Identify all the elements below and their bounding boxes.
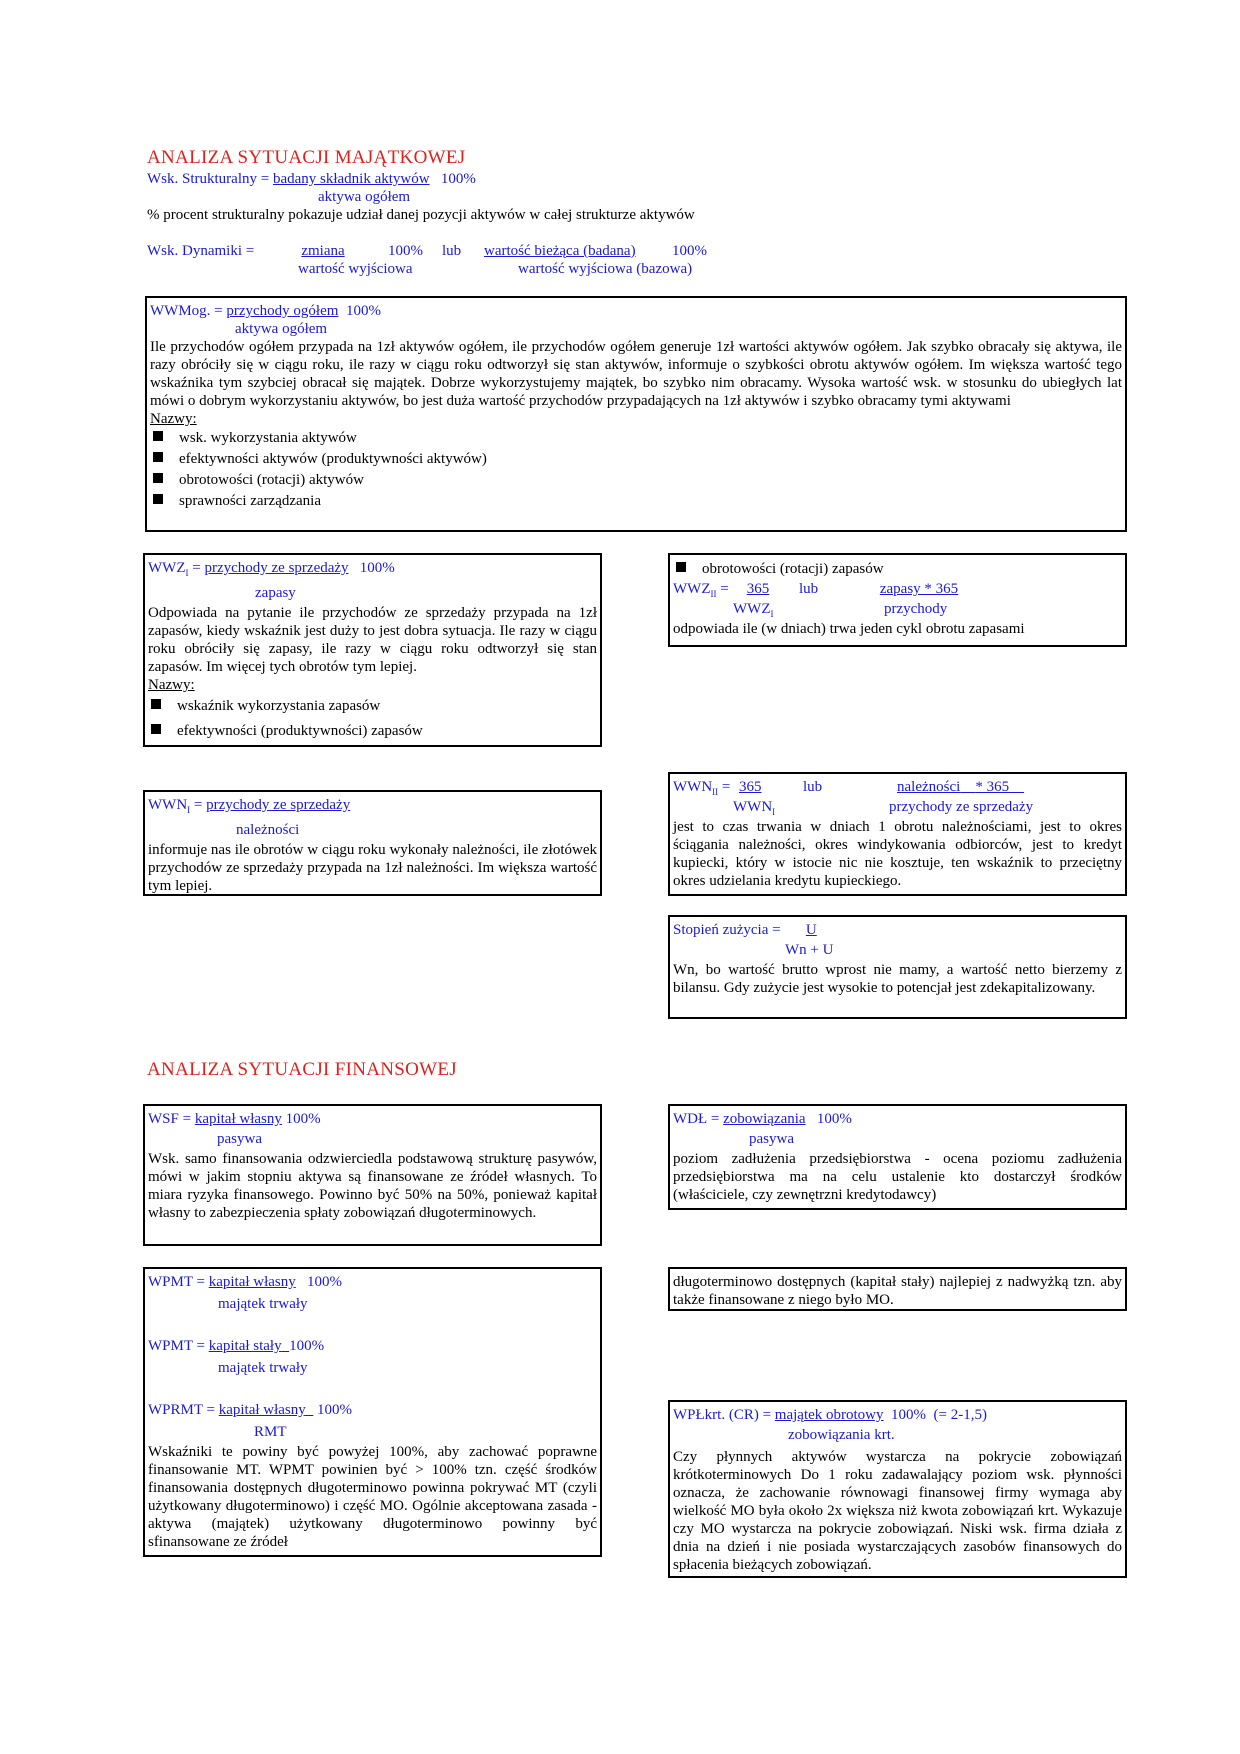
names-label: Nazwy: (150, 411, 197, 427)
formula-lhs: Wsk. Strukturalny = (147, 171, 273, 187)
section-title-assets: ANALIZA SYTUACJI MAJĄTKOWEJ (147, 147, 466, 168)
formula-lhs: WWN (148, 797, 188, 813)
description: Wskaźniki te powiny być powyżej 100%, aby zachować poprawne finansowanie MT. WPMT powinien być > 100% tzn. część środków finansowania dostępnych długoterminowo powinna pokrywać MT (czyli użytkowany długoterminowo) i część MO. Ogólnie akceptowana zasada - aktywa (majątek) użytkowany długoterminowo powinny być sfinansowane ze źródeł (148, 1444, 597, 1550)
formula-denominator: RMT (254, 1424, 287, 1440)
formula-percent: 100% (289, 1338, 325, 1354)
list-item (150, 428, 1122, 449)
formula-lhs: WPRMT = (148, 1402, 219, 1418)
formula-numerator: U (805, 922, 817, 938)
formula-wwn2 (673, 778, 1122, 798)
formula-eq: = (718, 779, 731, 795)
box-wpl (668, 1400, 1127, 1578)
formula-wwn1 (148, 796, 597, 819)
formula-wwmog (150, 302, 1122, 320)
formula-subscript: I (187, 805, 191, 815)
formula-numerator: kapitał własny (208, 1274, 296, 1290)
formula-lhs: Wsk. Dynamiki = (147, 243, 255, 259)
description: długoterminowo dostępnych (kapitał stały) najlepiej z nadwyżką tzn. aby także finansowane z niego było MO. (673, 1274, 1122, 1308)
formula-subscript: I (770, 609, 774, 619)
formula-multiplier: * 365 (975, 779, 1010, 795)
formula-numerator: zmiana (301, 243, 345, 259)
list-item-text: obrotowości (rotacji) aktywów (179, 472, 364, 488)
formula-wpmt-1 (148, 1273, 597, 1291)
formula-percent: 100% (307, 1274, 343, 1290)
formula-denominator: majątek trwały (218, 1296, 308, 1312)
formula-wprmt (148, 1401, 597, 1419)
formula-numerator: badany składnik aktywów (272, 171, 430, 187)
description: Wn, bo wartość brutto wprost nie mamy, a wartość netto bierzemy z bilansu. Gdy zużycie jest wysokie to potencjał jest zdekapitalizowany. (673, 962, 1122, 996)
formula-denominator: Wn + U (785, 942, 834, 958)
formula-lhs: WSF = (148, 1111, 195, 1127)
formula-lhs: WWN (673, 779, 713, 795)
lub-text: lub (799, 581, 819, 597)
list-item-text: efektywności (produktywności) zapasów (177, 723, 423, 739)
spacer (148, 1313, 597, 1337)
list-item-text: obrotowości (rotacji) zapasów (702, 561, 884, 577)
formula-lhs: Stopień zużycia = (673, 922, 785, 938)
formula-denominator: aktywa ogółem (318, 189, 411, 205)
formula-numerator: przychody ze sprzedaży (204, 560, 349, 576)
formula-denominators (673, 600, 1122, 620)
formula-subscript: I (185, 568, 189, 578)
box-stopien-zuzycia (668, 915, 1127, 1019)
formula-percent: 100% (891, 1407, 927, 1423)
formula-percent: 100% (388, 243, 423, 259)
box-wwmog (145, 296, 1127, 532)
list-item (150, 470, 1122, 491)
list-item (148, 719, 597, 744)
list-item (150, 491, 1122, 512)
box-wsf (143, 1104, 602, 1246)
formula-percent: 100% (317, 1402, 353, 1418)
list-item-text: sprawności zarządzania (179, 493, 322, 509)
formula-denominator: wartość wyjściowa (298, 261, 413, 277)
formula-denominator: należności (236, 822, 300, 838)
box-wpmt (143, 1267, 602, 1557)
formula-numerator: majątek obrotowy (774, 1407, 884, 1423)
square-bullet-icon (151, 699, 161, 709)
box-wdl (668, 1104, 1127, 1210)
box-wwz2 (668, 553, 1127, 647)
formula-denominator: zapasy (255, 585, 296, 601)
formula-eq: = (190, 797, 207, 813)
formula-lhs: WDŁ = (673, 1111, 724, 1127)
formula-wsf (148, 1110, 597, 1128)
formula-numerator: przychody ze sprzedaży (206, 797, 351, 813)
formula-wwz1 (148, 559, 597, 582)
box-wwn1 (143, 790, 602, 896)
formula-denominator-text: WWN (733, 799, 773, 815)
formula-wpmt-2 (148, 1337, 597, 1355)
formula-wpl (673, 1406, 1122, 1424)
formula-denominator: przychody (884, 601, 948, 617)
formula-denominators (673, 798, 1122, 818)
formula-wdl (673, 1110, 1122, 1128)
formula-denominator-text: WWZ (733, 601, 771, 617)
formula-denominator: pasywa (217, 1131, 262, 1147)
list-item (673, 559, 1122, 580)
formula-denominator (733, 798, 775, 821)
list-item (150, 449, 1122, 470)
names-label: Nazwy: (148, 677, 195, 693)
lub-text: lub (803, 779, 823, 795)
formula-range: (= 2-1,5) (933, 1407, 987, 1423)
lub-text: lub (442, 243, 462, 259)
description: poziom zadłużenia przedsiębiorstwa - ocena poziomu zadłużenia przedsiębiorstwa ma na celu ustalenie kto dostarczył środków (właściciele, czy zewnętrzni kredytodawcy) (673, 1151, 1122, 1203)
formula-lhs: WPMT = (148, 1338, 209, 1354)
formula-numerator: zobowiązania (723, 1111, 806, 1127)
list-item-text: efektywności aktywów (produktywności aktywów) (179, 451, 487, 467)
formula-subscript: I (772, 807, 776, 817)
formula-lhs: WWZ (673, 581, 711, 597)
formula-numerator: 365 (746, 581, 770, 597)
formula-numerator: zapasy * 365 (879, 581, 959, 597)
formula-denominator: majątek trwały (218, 1360, 308, 1376)
square-bullet-icon (153, 431, 163, 441)
list-item-text: wsk. wykorzystania aktywów (179, 430, 357, 446)
formula-subscript: II (710, 589, 717, 599)
formula-description: % procent strukturalny pokazuje udział danej pozycji aktywów w całej strukturze aktywów (147, 207, 695, 223)
formula-numerator (897, 778, 1024, 796)
formula-denominator (733, 600, 773, 623)
formula-numerator: kapitał własny (218, 1402, 306, 1418)
formula-numerator-text: należności (897, 779, 961, 795)
description: jest to czas trwania w dniach 1 obrotu należnościami, jest to okres ściągania należności, okres windykowania odbiorców, jest to kredyt kupiecki, który w istocie nic nie kosztuje, ten wskaźnik to przeciętny okres udzielania kredytu kupieckiego. (673, 819, 1122, 889)
formula-structural (147, 170, 476, 188)
square-bullet-icon (153, 473, 163, 483)
description: odpowiada ile (w dniach) trwa jeden cykl obrotu zapasami (673, 621, 1025, 637)
formula-denominator: aktywa ogółem (235, 321, 328, 337)
list-item (148, 694, 597, 719)
formula-zuzycie (673, 921, 1122, 939)
spacer (148, 1377, 597, 1401)
formula-denominator: przychody ze sprzedaży (889, 799, 1034, 815)
box-continuation (668, 1267, 1127, 1311)
list-item-text: wskaźnik wykorzystania zapasów (177, 698, 381, 714)
formula-numerator: wartość bieżąca (badana) (484, 243, 636, 259)
formula-percent: 100% (345, 303, 381, 319)
formula-lhs: WPMT = (148, 1274, 209, 1290)
description: Ile przychodów ogółem przypada na 1zł aktywów ogółem, ile przychodów ogółem generuje 1zł wartości aktywów ogółem. Jak szybko obracały się aktywa, ile razy obróciły się w ciągu roku, ile razy w ciągu roku odtworzył się stan aktywów, informuje o szybkości obrotu aktywów ogółem. Im większa wartość tego wskaźnika tym szybciej obracał się majątek. Dobrze wykorzystujemy majątek, bo szybko nim obracamy. Wysoka wartość wsk. w stosunku do ubiegłych lat mówi o dobrym wykorzystaniu aktywów, bo jest duża wartość przychodów przypadających na 1zł aktywów i szybko obracamy tymi aktywami (150, 339, 1122, 409)
formula-dynamics (147, 242, 254, 260)
description: informuje nas ile obrotów w ciągu roku wykonały należności, ile złotówek przychodów ze sprzedaży przypada na 1zł należności. Im większa wartość tym lepiej. (148, 842, 597, 894)
square-bullet-icon (153, 494, 163, 504)
box-wwz1 (143, 553, 602, 747)
formula-percent: 100% (672, 243, 707, 259)
formula-lhs: WPŁkrt. (CR) = (673, 1407, 775, 1423)
description: Czy płynnych aktywów wystarcza na pokrycie zobowiązań krótkoterminowych Do 1 roku zadawalający poziom wsk. płynności oznacza, że zachowanie równowagi finansowej firmy wymaga aby wielkość MO była około 2x większa niż kwota zobowiązań krt. Wykazuje czy MO wystarcza na pokrycie zobowiązań. Niski wsk. firma działa z dnia na dzień i nie posiada wystarczających zasobów finansowych do spłacenia bieżących zobowiązań. (673, 1449, 1122, 1573)
section-title-finance: ANALIZA SYTUACJI FINANSOWEJ (147, 1059, 457, 1080)
formula-denominator: zobowiązania krt. (788, 1427, 895, 1443)
formula-subscript: II (712, 787, 719, 797)
formula-lhs: WWZ (148, 560, 186, 576)
square-bullet-icon (153, 452, 163, 462)
formula-percent: 100% (816, 1111, 852, 1127)
formula-eq: = (188, 560, 205, 576)
formula-wwz2 (673, 580, 1122, 600)
formula-percent: 100% (440, 171, 476, 187)
formula-lhs: WWMog. = (150, 303, 227, 319)
formula-denominator: wartość wyjściowa (bazowa) (518, 261, 693, 277)
box-wwn2 (668, 772, 1127, 896)
square-bullet-icon (676, 562, 686, 572)
formula-numerator: kapitał stały (208, 1338, 282, 1354)
description: Wsk. samo finansowania odzwierciedla podstawową strukturę pasywów, mówi w jakim stopniu aktywa są finansowane ze źródeł własnych. To miara ryzyka finansowego. Powinno być 50% na 50%, ponieważ kapitał własny to zabezpieczenia spłaty zobowiązań długoterminowych. (148, 1151, 597, 1221)
formula-percent: 100% (359, 560, 395, 576)
formula-denominator: pasywa (749, 1131, 794, 1147)
description: Odpowiada na pytanie ile przychodów ze sprzedaży przypada na 1zł zapasów, kiedy wskaźnik jest duży to jest dobra sytuacja. Ile razy w ciągu roku obróciły się zapasy, ile razy w ciągu roku odtworzył się stan zapasów. Im więcej tych obrotów tym lepiej. (148, 605, 597, 675)
formula-percent: 100% (285, 1111, 321, 1127)
square-bullet-icon (151, 724, 161, 734)
formula-numerator: przychody ogółem (226, 303, 339, 319)
formula-numerator: 365 (739, 779, 762, 795)
formula-numerator: kapitał własny (194, 1111, 282, 1127)
formula-eq: = (716, 581, 729, 597)
